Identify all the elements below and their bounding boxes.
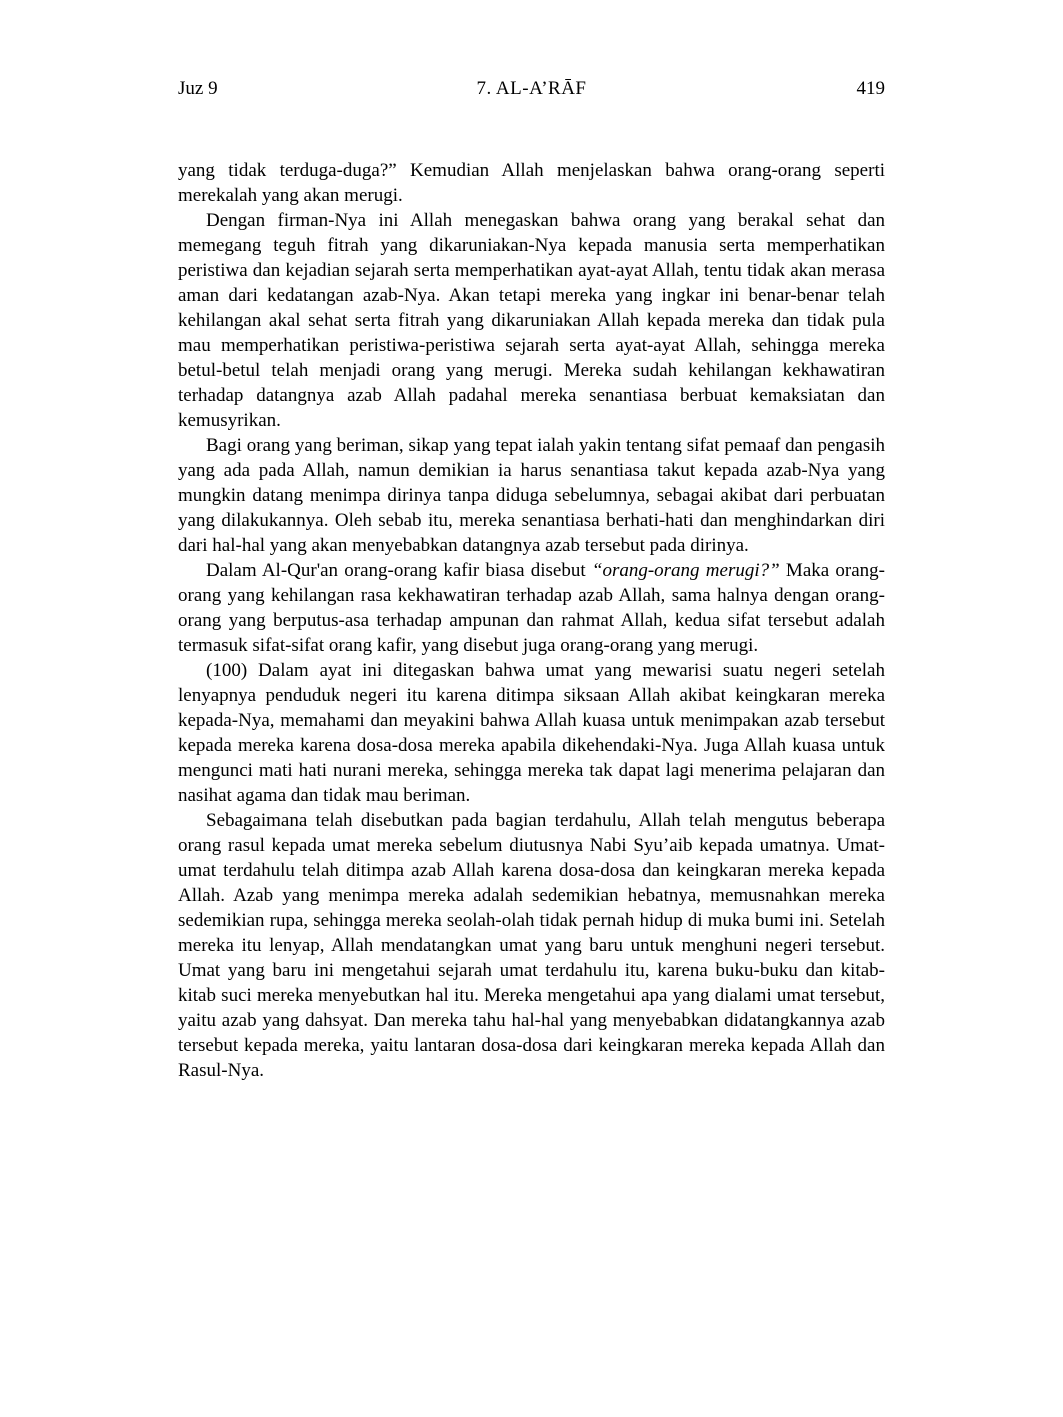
text-segment: (100) Dalam ayat ini ditegaskan bahwa umat yang mewarisi suatu negeri setelah lenyapnya penduduk negeri itu karena ditimpa siksaan Allah akibat keingkaran mereka kepada-Nya, memahami dan meyakini bahwa Allah kuasa untuk menimpakan azab tersebut kepada mereka karena dosa-dosa mereka apabila dikehendaki-Nya. Juga Allah kuasa untuk mengunci mati hati nurani mereka, sehingga mereka tak dapat lagi menerima pelajaran dan nasihat agama dan tidak mau beriman. [178, 660, 885, 806]
paragraph [178, 433, 885, 558]
body-text [178, 158, 885, 1083]
text-segment: Sebagaimana telah disebutkan pada bagian terdahulu, Allah telah mengutus beberapa orang rasul kepada umat mereka sebelum diutusnya Nabi Syu’aib kepada umatnya. Umat-umat terdahulu telah ditimpa azab Allah karena dosa-dosa dan keingkaran mereka kepada Allah. Azab yang menimpa mereka adalah sedemikian hebatnya, memusnahkan mereka sedemikian rupa, sehingga mereka seolah-olah tidak pernah hidup di muka bumi ini. Setelah mereka itu lenyap, Allah mendatangkan umat yang baru untuk menghuni negeri tersebut. Umat yang baru ini mengetahui sejarah umat terdahulu itu, karena buku-buku dan kitab-kitab suci mereka menyebutkan hal itu. Mereka mengetahui apa yang dialami umat tersebut, yaitu azab yang dahsyat. Dan mereka tahu hal-hal yang menyebabkan didatangkannya azab tersebut kepada mereka, yaitu lantaran dosa-dosa dari keingkaran mereka kepada Allah dan Rasul-Nya. [178, 810, 885, 1081]
text-segment: Dengan firman-Nya ini Allah menegaskan bahwa orang yang berakal sehat dan memegang teguh fitrah yang dikaruniakan-Nya kepada manusia serta memperhatikan peristiwa dan kejadian sejarah serta memperhatikan ayat-ayat Allah, tentu tidak akan merasa aman dari kedatangan azab-Nya. Akan tetapi mereka yang ingkar ini benar-benar telah kehilangan akal sehat serta fitrah yang dikaruniakan Allah kepada mereka dan tidak pula mau memperhatikan peristiwa-peristiwa sejarah serta ayat-ayat Allah, sehingga mereka betul-betul telah menjadi orang yang merugi. Mereka sudah kehilangan kekhawatiran terhadap datangnya azab Allah padahal mereka senantiasa berbuat kemaksiatan dan kemusyrikan. [178, 210, 885, 431]
paragraph [178, 808, 885, 1083]
page-header [178, 78, 885, 100]
paragraph [178, 558, 885, 658]
juz-label: Juz 9 [178, 78, 218, 99]
text-segment: Maka orang-orang yang kehilangan rasa kekhawatiran terhadap azab Allah, sama halnya dengan orang-orang yang berputus-asa terhadap ampunan dan rahmat Allah, kedua sifat tersebut adalah termasuk sifat-sifat orang kafir, yang disebut juga orang-orang yang merugi. [178, 560, 886, 656]
paragraph [178, 208, 885, 433]
paragraph [178, 658, 885, 808]
text-segment: yang tidak terduga-duga?” Kemudian Allah menjelaskan bahwa orang-orang seperti merekalah yang akan merugi. [178, 160, 885, 206]
surah-title: 7. AL-A’RĀF [476, 78, 587, 99]
text-segment: Bagi orang yang beriman, sikap yang tepat ialah yakin tentang sifat pemaaf dan pengasih yang ada pada Allah, namun demikian ia harus senantiasa takut kepada azab-Nya yang mungkin datang menimpa dirinya tanpa diduga sebelumnya, sebagai akibat dari perbuatan yang dilakukannya. Oleh sebab itu, mereka senantiasa berhati-hati dan menghindarkan diri dari hal-hal yang akan menyebabkan datangnya azab tersebut pada dirinya. [178, 435, 885, 556]
text-segment: Dalam Al-Qur'an orang-orang kafir biasa disebut [206, 560, 592, 581]
page-number: 419 [856, 78, 885, 99]
paragraph [178, 158, 885, 208]
italic-text-segment: “orang-orang merugi?” [591, 560, 780, 581]
